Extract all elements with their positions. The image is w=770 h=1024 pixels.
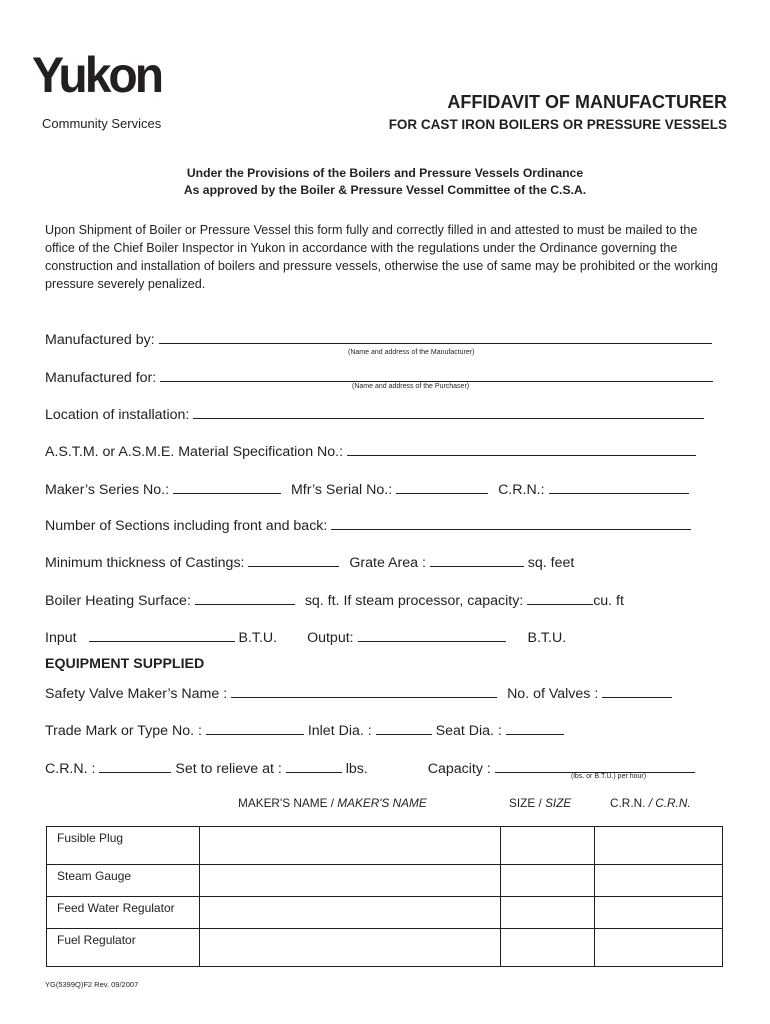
makers-name-cell[interactable] bbox=[200, 865, 501, 897]
capacity-label: Capacity : bbox=[427, 761, 491, 777]
manufactured-by-row bbox=[45, 329, 712, 348]
location-label: Location of installation: bbox=[45, 407, 190, 423]
location-field[interactable] bbox=[193, 404, 704, 419]
crn-cell[interactable] bbox=[595, 865, 723, 897]
location-row bbox=[45, 404, 704, 423]
astm-row bbox=[45, 441, 696, 460]
safety-valve-maker-label: Safety Valve Maker’s Name : bbox=[45, 686, 228, 702]
form-title: AFFIDAVIT OF MANUFACTURER bbox=[447, 92, 727, 112]
crn-label: C.R.N.: bbox=[498, 482, 545, 498]
provisions-line-1: Under the Provisions of the Boilers and Pressure Vessels Ordinance bbox=[186, 166, 584, 180]
row-label: Fusible Plug bbox=[47, 827, 200, 865]
grate-area-field[interactable] bbox=[430, 552, 524, 567]
btu-unit-1: B.T.U. bbox=[238, 630, 278, 646]
safety-valve-row bbox=[45, 683, 672, 702]
purchaser-hint: (Name and address of the Purchaser) bbox=[352, 383, 470, 390]
astm-field[interactable] bbox=[347, 441, 696, 456]
table-row bbox=[47, 929, 723, 967]
manufacturer-hint: (Name and address of the Manufacturer) bbox=[348, 349, 475, 356]
trade-mark-field[interactable] bbox=[206, 720, 304, 735]
table-row bbox=[47, 865, 723, 897]
col-crn-label: C.R.N. bbox=[610, 796, 646, 810]
grate-area-label: Grate Area : bbox=[349, 555, 426, 571]
cu-ft-unit: cu. ft bbox=[593, 593, 624, 609]
col-makers-name bbox=[238, 796, 427, 810]
steam-capacity-label: sq. ft. If steam processor, capacity: bbox=[304, 593, 524, 609]
form-subtitle: FOR CAST IRON BOILERS OR PRESSURE VESSELS bbox=[388, 117, 727, 132]
makers-name-cell[interactable] bbox=[200, 929, 501, 967]
heating-surface-field[interactable] bbox=[195, 590, 295, 605]
trade-mark-label: Trade Mark or Type No. : bbox=[45, 723, 202, 739]
crn-field[interactable] bbox=[549, 479, 689, 494]
provisions-line-2: As approved by the Boiler & Pressure Vessel Committee of the C.S.A. bbox=[183, 183, 587, 197]
sections-row bbox=[45, 515, 691, 534]
col-makers-name-label: MAKER'S NAME / bbox=[238, 796, 334, 810]
equipment-table bbox=[46, 826, 723, 967]
no-of-valves-field[interactable] bbox=[602, 683, 672, 698]
sq-feet-unit: sq. feet bbox=[527, 555, 575, 571]
equipment-crn-field[interactable] bbox=[99, 758, 171, 773]
col-size-italic: SIZE bbox=[545, 796, 572, 810]
col-size-label: SIZE / bbox=[509, 796, 542, 810]
row-label: Fuel Regulator bbox=[47, 929, 200, 967]
heating-row bbox=[45, 590, 624, 609]
thickness-row bbox=[45, 552, 574, 571]
intro-paragraph: Upon Shipment of Boiler or Pressure Vessel this form fully and correctly filled in and attested to must be mailed to the office of the Chief Boiler Inspector in Yukon in accordance with the regulations under the Ordinance governing the construction and installation of boilers and pressure vessels, otherwise the use of same may be prohibited or the working pressure severely penalized. bbox=[45, 223, 718, 291]
manufactured-for-field[interactable] bbox=[160, 367, 713, 382]
manufactured-for-label: Manufactured for: bbox=[45, 370, 157, 386]
table-row bbox=[47, 827, 723, 865]
mfr-serial-field[interactable] bbox=[396, 479, 488, 494]
makers-name-cell[interactable] bbox=[200, 897, 501, 929]
astm-label: A.S.T.M. or A.S.M.E. Material Specification No.: bbox=[45, 444, 344, 460]
manufactured-by-label: Manufactured by: bbox=[45, 332, 155, 348]
mfr-serial-label: Mfr’s Serial No.: bbox=[290, 482, 393, 498]
lbs-unit: lbs. bbox=[345, 761, 368, 777]
btu-unit-2: B.T.U. bbox=[527, 630, 567, 646]
col-size bbox=[509, 796, 571, 810]
min-thickness-label: Minimum thickness of Castings: bbox=[45, 555, 245, 571]
set-to-relieve-field[interactable] bbox=[286, 758, 342, 773]
capacity-field[interactable] bbox=[495, 758, 695, 773]
col-crn bbox=[610, 796, 691, 810]
makers-name-cell[interactable] bbox=[200, 827, 501, 865]
makers-series-label: Maker’s Series No.: bbox=[45, 482, 170, 498]
crn-cell[interactable] bbox=[595, 929, 723, 967]
input-label: Input bbox=[45, 630, 77, 646]
makers-series-field[interactable] bbox=[173, 479, 281, 494]
logo-tagline: Community Services bbox=[42, 116, 162, 131]
equipment-crn-label: C.R.N. : bbox=[45, 761, 96, 777]
trade-mark-row bbox=[45, 720, 564, 739]
safety-valve-maker-field[interactable] bbox=[231, 683, 497, 698]
inlet-dia-field[interactable] bbox=[376, 720, 432, 735]
min-thickness-field[interactable] bbox=[248, 552, 339, 567]
col-makers-name-italic: MAKER'S NAME bbox=[337, 796, 427, 810]
crn-cell[interactable] bbox=[595, 897, 723, 929]
input-output-row bbox=[45, 627, 566, 646]
table-row bbox=[47, 897, 723, 929]
size-cell[interactable] bbox=[501, 827, 595, 865]
manufactured-by-field[interactable] bbox=[159, 329, 712, 344]
inlet-dia-label: Inlet Dia. : bbox=[307, 723, 372, 739]
sections-field[interactable] bbox=[331, 515, 691, 530]
series-row bbox=[45, 479, 689, 498]
steam-capacity-field[interactable] bbox=[527, 590, 593, 605]
seat-dia-label: Seat Dia. : bbox=[435, 723, 502, 739]
equipment-heading: EQUIPMENT SUPPLIED bbox=[45, 656, 205, 672]
size-cell[interactable] bbox=[501, 897, 595, 929]
capacity-hint: (lbs. or B.T.U.) per hour) bbox=[571, 773, 647, 780]
output-label: Output: bbox=[307, 630, 354, 646]
yukon-logo-wordmark: Yukon bbox=[32, 47, 162, 104]
form-footer-code: YG(5399Q)F2 Rev. 09/2007 bbox=[45, 980, 139, 989]
sections-label: Number of Sections including front and back: bbox=[45, 518, 328, 534]
seat-dia-field[interactable] bbox=[506, 720, 564, 735]
output-field[interactable] bbox=[358, 627, 506, 642]
input-field[interactable] bbox=[89, 627, 235, 642]
crn-cell[interactable] bbox=[595, 827, 723, 865]
heating-surface-label: Boiler Heating Surface: bbox=[45, 593, 191, 609]
set-to-relieve-label: Set to relieve at : bbox=[175, 761, 282, 777]
size-cell[interactable] bbox=[501, 865, 595, 897]
size-cell[interactable] bbox=[501, 929, 595, 967]
col-crn-italic: / C.R.N. bbox=[648, 796, 691, 810]
no-of-valves-label: No. of Valves : bbox=[507, 686, 599, 702]
row-label: Feed Water Regulator bbox=[47, 897, 200, 929]
row-label: Steam Gauge bbox=[47, 865, 200, 897]
